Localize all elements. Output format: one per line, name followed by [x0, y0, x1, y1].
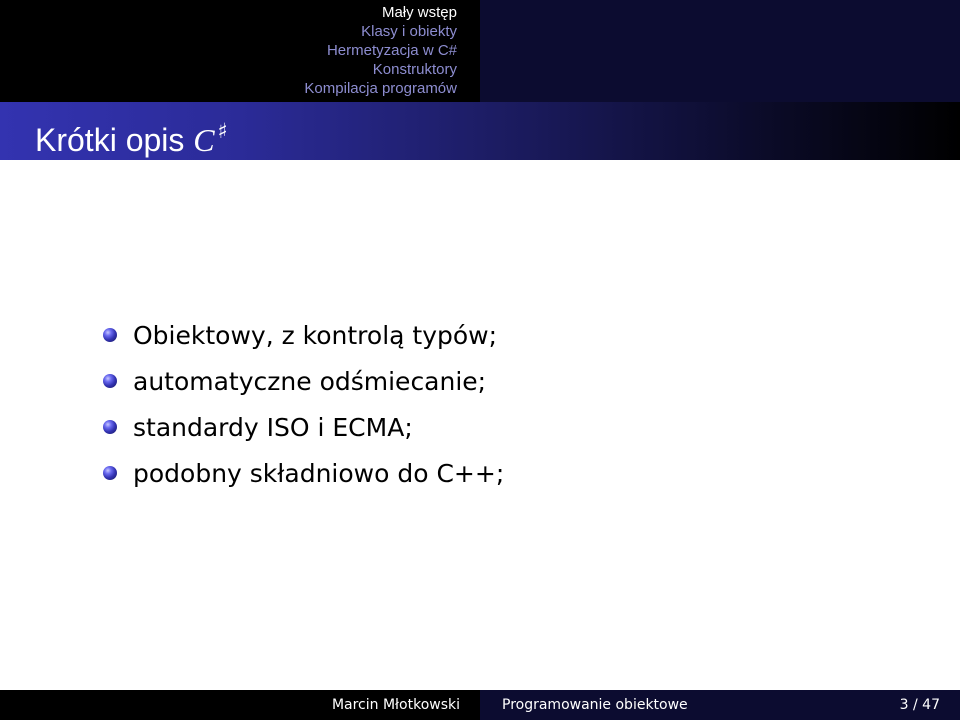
- bullet-ball-icon: [103, 420, 117, 434]
- nav-section-hermetyzacja[interactable]: Hermetyzacja w C#: [326, 42, 457, 59]
- nav-section-kompilacja[interactable]: Kompilacja programów: [304, 80, 457, 97]
- nav-section-klasy-i-obiekty[interactable]: Klasy i obiekty: [361, 23, 457, 40]
- list-item: [103, 404, 504, 450]
- bullet-text: automatyczne odśmiecanie;: [133, 366, 487, 396]
- nav-right-panel: [480, 0, 960, 102]
- bullet-text: standardy ISO i ECMA;: [133, 412, 413, 442]
- bullet-list: [103, 312, 504, 496]
- section-navigation: [0, 0, 960, 102]
- frame-title-text: Krótki opis: [35, 122, 194, 158]
- bullet-ball-icon: [103, 466, 117, 480]
- footer-author: Marcin Młotkowski: [331, 697, 460, 713]
- list-item: [103, 312, 504, 358]
- footer-author-panel: [0, 690, 480, 720]
- bullet-ball-icon: [103, 374, 117, 388]
- list-item: [103, 358, 504, 404]
- page-number: 3: [899, 697, 909, 713]
- footer: [0, 690, 960, 720]
- page-total: 47: [922, 697, 940, 713]
- frame-title-symbol: C: [193, 122, 215, 158]
- bullet-ball-icon: [103, 328, 117, 342]
- bullet-text: podobny składniowo do C++;: [133, 458, 505, 488]
- nav-section-konstruktory[interactable]: Konstruktory: [372, 61, 457, 78]
- frame-title-sharp: ♯: [217, 119, 228, 143]
- section-list: [0, 0, 480, 102]
- bullet-text: Obiektowy, z kontrolą typów;: [133, 320, 498, 350]
- frame-title-bar: [0, 102, 960, 160]
- footer-page-counter: [900, 690, 940, 720]
- footer-course-panel: [480, 690, 960, 720]
- page-separator: /: [908, 697, 923, 713]
- frame-title: [35, 119, 228, 158]
- list-item: [103, 450, 504, 496]
- footer-course-title: Programowanie obiektowe: [502, 697, 688, 713]
- nav-section-maly-wstep[interactable]: Mały wstęp: [381, 4, 457, 21]
